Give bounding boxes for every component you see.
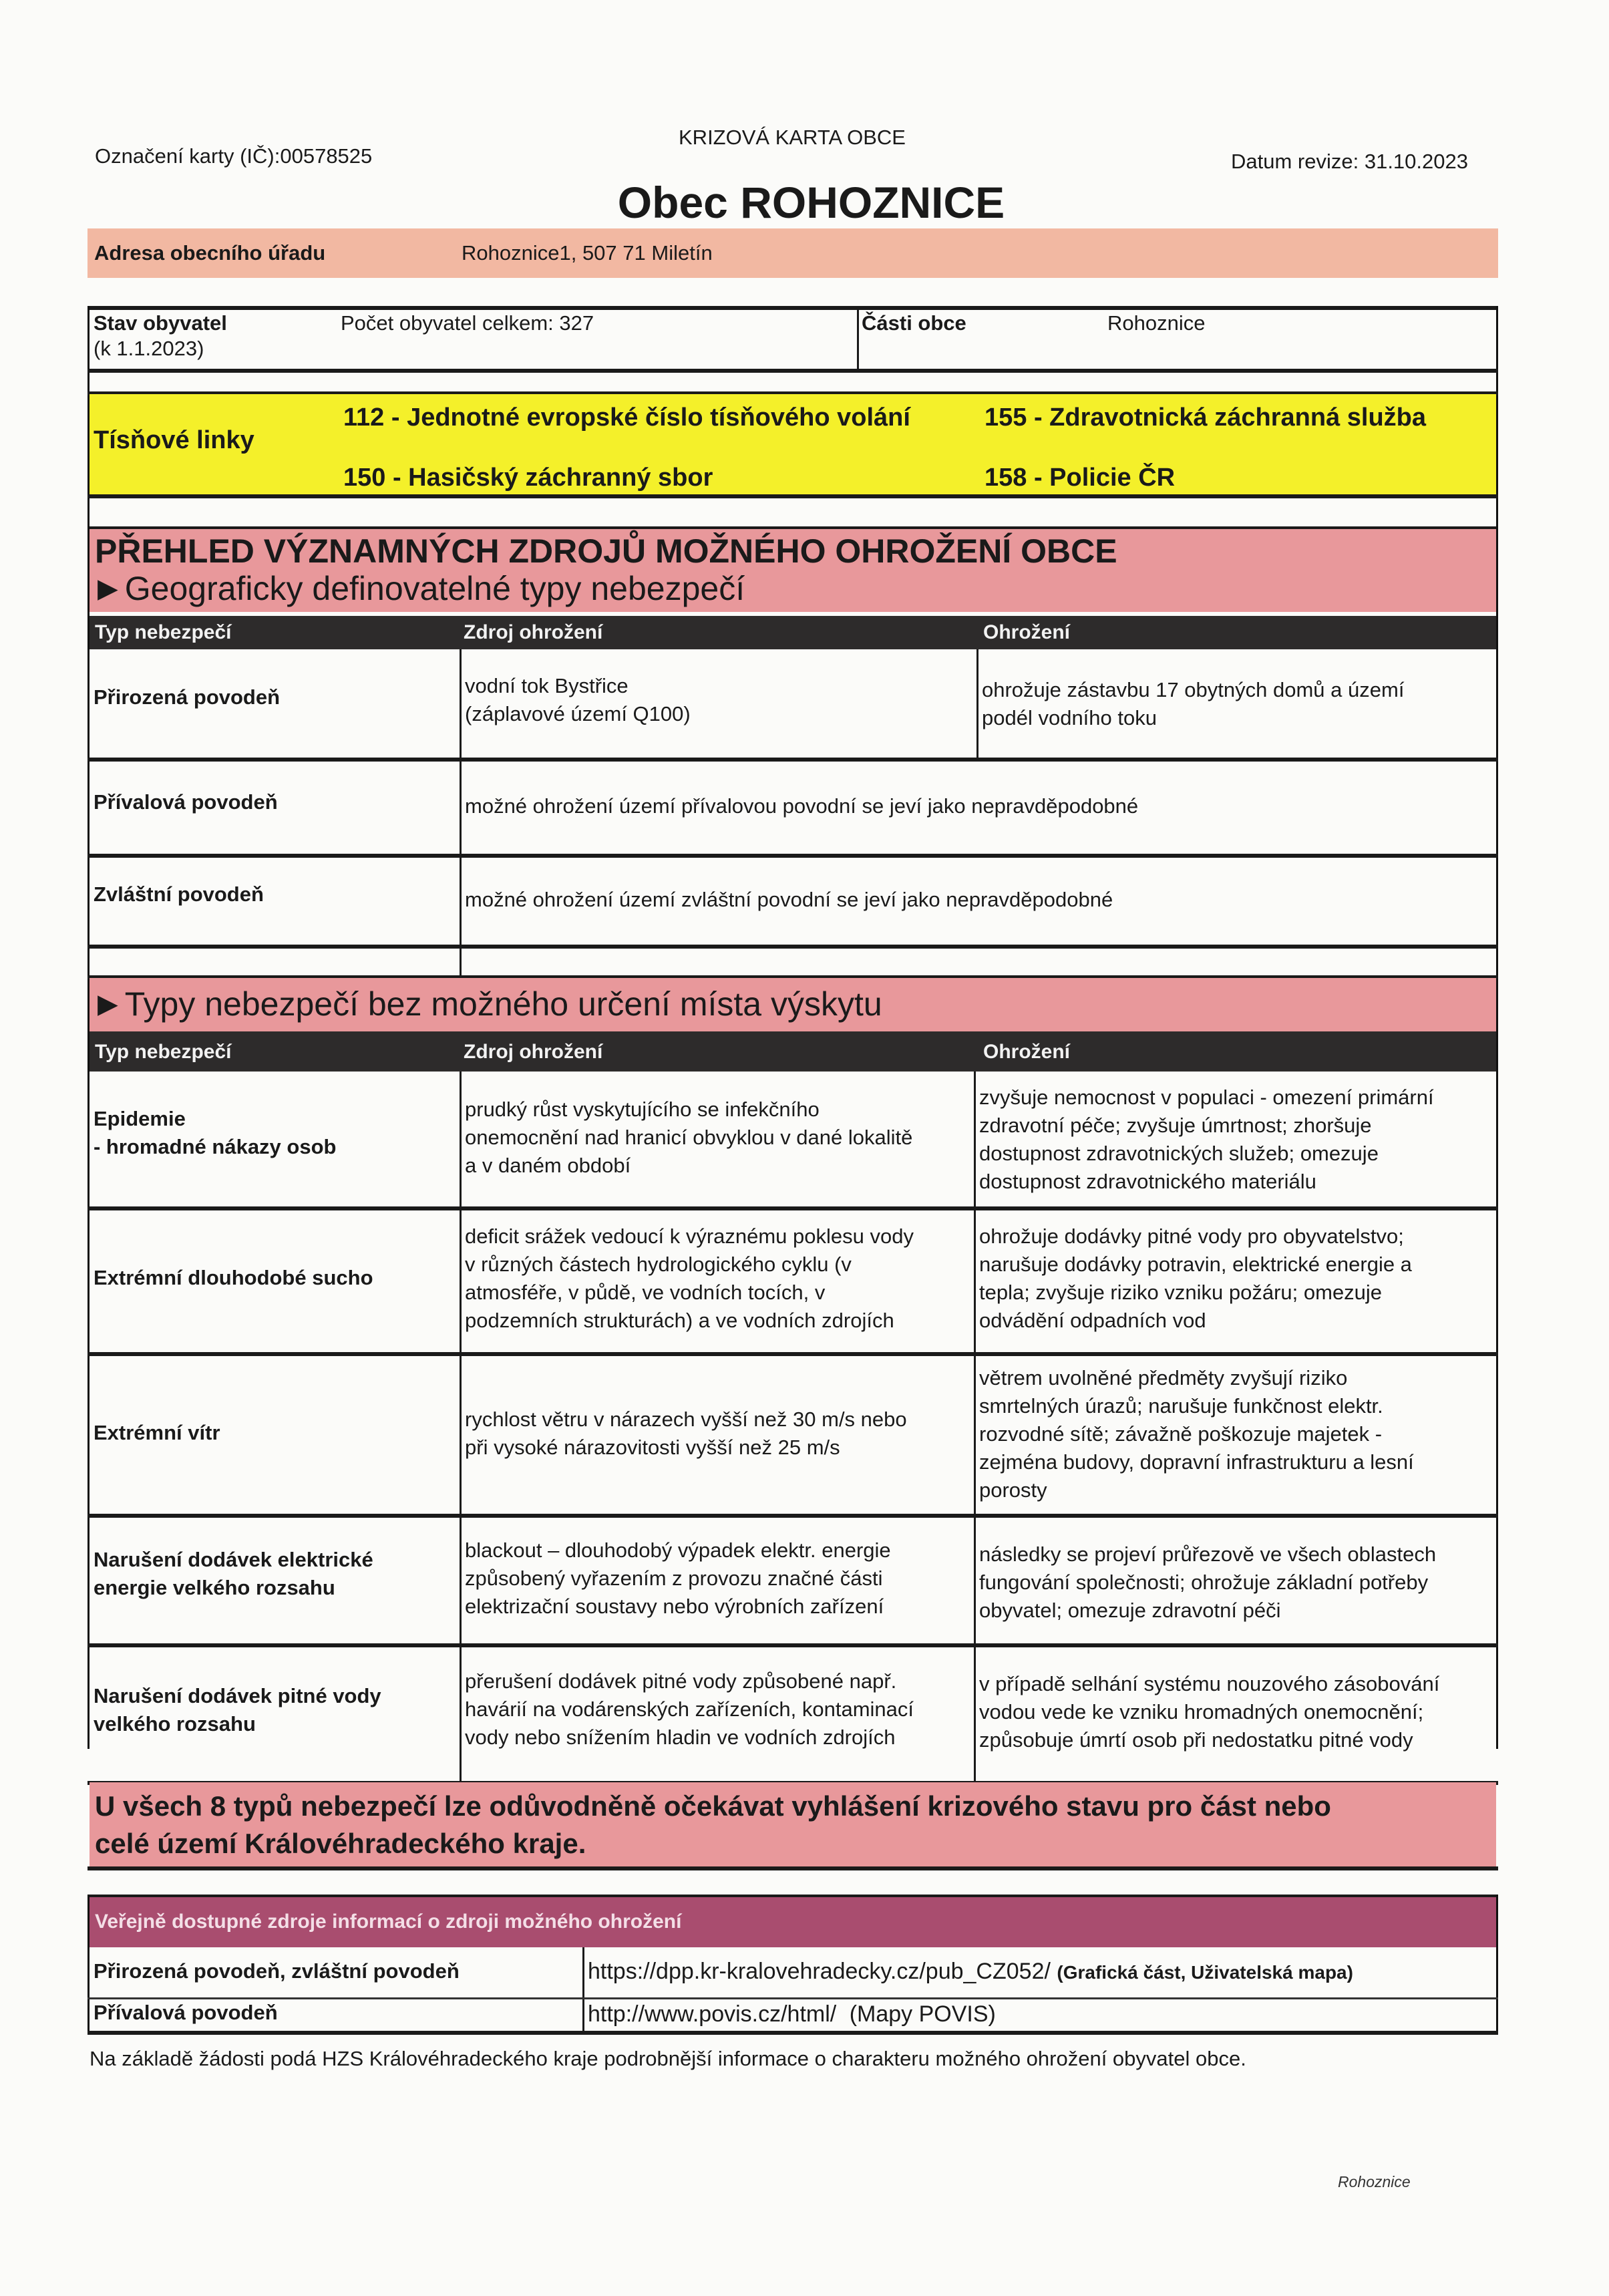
conclusion-bar	[90, 1782, 1496, 1868]
divider	[460, 1072, 462, 1782]
source-link-1[interactable]: http://www.povis.cz/html/	[588, 2001, 837, 2027]
parts-value: Rohoznice	[1107, 311, 1206, 335]
population-label: Stav obyvatel	[94, 311, 227, 335]
divider	[87, 945, 1498, 949]
address-value: Rohoznice1, 507 71 Miletín	[462, 241, 713, 265]
geo-type-0: Přirozená povodeň	[94, 685, 281, 709]
address-label: Adresa obecního úřadu	[94, 241, 326, 265]
divider	[87, 758, 1498, 762]
triangle-right-icon: ▶	[98, 989, 118, 1019]
overview-title: PŘEHLED VÝZNAMNÝCH ZDROJŮ MOŽNÉHO OHROŽENÍ OBCE	[95, 532, 1117, 570]
divider	[87, 369, 1498, 373]
emergency-label: Tísňové linky	[94, 426, 254, 454]
geo-merged-1: možné ohrožení území přívalovou povodní se jeví jako nepravděpodobné	[465, 794, 1139, 818]
geo-type-1: Přívalová povodeň	[94, 790, 278, 814]
geo-type-2: Zvláštní povodeň	[94, 882, 264, 906]
divider	[87, 1514, 1498, 1518]
nonloc-threat-2: větrem uvolněné předměty zvyšují riziko smrtelných úrazů; narušuje funkčnost elektr. rozvodné sítě; závažně poškozuje majetek - zejména budovy, dopravní infrastrukturu a lesní porosty	[979, 1366, 1414, 1502]
divider	[582, 1947, 584, 2034]
sources-header	[90, 1897, 1496, 1947]
revision-date: Datum revize: 31.10.2023	[1231, 150, 1468, 173]
source-type-0: Přirozená povodeň, zvláštní povodeň	[94, 1959, 460, 1983]
page-title: Obec ROHOZNICE	[617, 178, 1005, 227]
nonloc-source-1: deficit srážek vedoucí k výraznému poklesu vody v různých částech hydrologického cyklu (v atmosféře, v půdě, ve vodních tocích, v podzemních strukturách) a ve vodních zdrojích	[465, 1224, 914, 1332]
divider	[87, 1866, 1498, 1870]
parts-label: Části obce	[862, 311, 966, 335]
divider	[87, 1352, 1498, 1356]
source-row-0	[588, 1957, 1353, 1987]
nonloc-threat-3: následky se projeví průřezově ve všech oblastech fungování společnosti; ohrožuje základní potřeby obyvatel; omezuje zdravotní péči	[979, 1542, 1437, 1622]
nonloc-source-0: prudký růst vyskytujícího se infekčního onemocnění nad hranicí obvyklou v dané lokalitě a v daném období	[465, 1098, 913, 1177]
nonloc-subtitle: Typy nebezpečí bez možného určení místa výskytu	[124, 985, 882, 1023]
footnote: Na základě žádosti podá HZS Královéhradeckého kraje podrobnější informace o charakteru možného ohrožení obyvatel obce.	[90, 2047, 1246, 2070]
source-link-0[interactable]: https://dpp.kr-kralovehradecky.cz/pub_CZ052/	[588, 1959, 1051, 1984]
emergency-158: 158 - Policie ČR	[985, 464, 1176, 492]
col-type: Typ nebezpečí	[95, 621, 232, 643]
nonloc-header	[90, 978, 1496, 1031]
divider	[87, 1643, 1498, 1647]
geo-source-0: vodní tok Bystřice (záplavové území Q100)	[465, 674, 691, 725]
card-kind: KRIZOVÁ KARTA OBCE	[679, 126, 906, 149]
address-bar	[87, 228, 1498, 278]
source-note-0: (Grafická část, Uživatelská mapa)	[1057, 1962, 1353, 1983]
nonloc-threat-0: zvyšuje nemocnost v populaci - omezení primární zdravotní péče; zvyšuje úmrtnost; zhoršuje dostupnost zdravotnických služeb; omezuje dostupnost zdravotnického materiálu	[979, 1086, 1434, 1193]
divider	[857, 307, 859, 371]
geo-threat-0: ohrožuje zástavbu 17 obytných domů a území podél vodního toku	[982, 678, 1405, 729]
sources-title: Veřejně dostupné zdroje informací o zdroji možného ohrožení	[95, 1911, 682, 1933]
col-threat: Ohrožení	[983, 1041, 1071, 1063]
population-date: (k 1.1.2023)	[94, 337, 204, 360]
col-threat: Ohrožení	[983, 621, 1071, 643]
source-note-1: (Mapy POVIS)	[849, 2001, 996, 2027]
population-row	[90, 309, 1496, 370]
nonloc-source-4: přerušení dodávek pitné vody způsobené např. havárií na vodárenských zařízeních, kontaminací vody nebo snížením hladin ve vodních zdrojích	[465, 1669, 914, 1749]
divider	[976, 649, 978, 759]
divider	[87, 494, 1498, 498]
conclusion-line-1: U všech 8 typů nebezpečí lze odůvodněně očekávat vyhlášení krizového stavu pro část nebo	[95, 1790, 1331, 1822]
nonloc-type-0: Epidemie - hromadné nákazy osob	[94, 1107, 337, 1158]
nonloc-type-2: Extrémní vítr	[94, 1421, 220, 1444]
emergency-lines	[90, 394, 1496, 494]
source-row-1	[588, 2000, 996, 2028]
nonloc-type-4: Narušení dodávek pitné vody velkého rozsahu	[94, 1684, 381, 1736]
conclusion-line-2: celé území Královéhradeckého kraje.	[95, 1828, 586, 1859]
divider	[87, 1997, 1498, 1999]
page-footer: Rohoznice	[1338, 2173, 1411, 2190]
geo-table-header	[90, 616, 1496, 649]
overview-header	[90, 529, 1496, 612]
nonloc-threat-1: ohrožuje dodávky pitné vody pro obyvatelstvo; narušuje dodávky potravin, elektrické energie a tepla; zvyšuje riziko vzniku požáru; omezuje odvádění odpadních vod	[979, 1224, 1412, 1332]
nonloc-source-2: rychlost větru v nárazech vyšší než 30 m/s nebo při vysoké nárazovitosti vyšší než 25 m/s	[465, 1408, 907, 1459]
geo-subtitle: Geograficky definovatelné typy nebezpečí	[124, 570, 745, 607]
nonloc-threat-4: v případě selhání systému nouzového zásobování vodou vede ke vzniku hromadných onemocnění; způsobuje úmrtí osob při nedostatku pitné vody	[979, 1672, 1440, 1752]
divider	[974, 1072, 976, 1782]
nonloc-type-3: Narušení dodávek elektrické energie velkého rozsahu	[94, 1548, 373, 1599]
col-type: Typ nebezpečí	[95, 1041, 232, 1063]
col-source: Zdroj ohrožení	[464, 621, 603, 643]
col-source: Zdroj ohrožení	[464, 1041, 603, 1063]
divider	[87, 1206, 1498, 1210]
nonloc-table-header	[90, 1031, 1496, 1072]
emergency-155: 155 - Zdravotnická záchranná služba	[985, 403, 1427, 432]
emergency-150: 150 - Hasičský záchranný sbor	[343, 464, 713, 492]
nonloc-type-1: Extrémní dlouhodobé sucho	[94, 1266, 373, 1289]
source-type-1: Přívalová povodeň	[94, 2001, 278, 2024]
divider	[87, 854, 1498, 858]
card-id: Označení karty (IČ):00578525	[95, 144, 373, 168]
geo-merged-2: možné ohrožení území zvláštní povodní se jeví jako nepravděpodobné	[465, 888, 1113, 911]
triangle-right-icon: ▶	[98, 574, 118, 603]
population-count: Počet obyvatel celkem: 327	[341, 311, 594, 335]
divider	[87, 2031, 1498, 2035]
nonloc-source-3: blackout – dlouhodobý výpadek elektr. energie způsobený vyřazením z provozu značné části elektrizační soustavy nebo výrobních zařízení	[465, 1538, 891, 1618]
emergency-112: 112 - Jednotné evropské číslo tísňového volání	[343, 403, 910, 432]
